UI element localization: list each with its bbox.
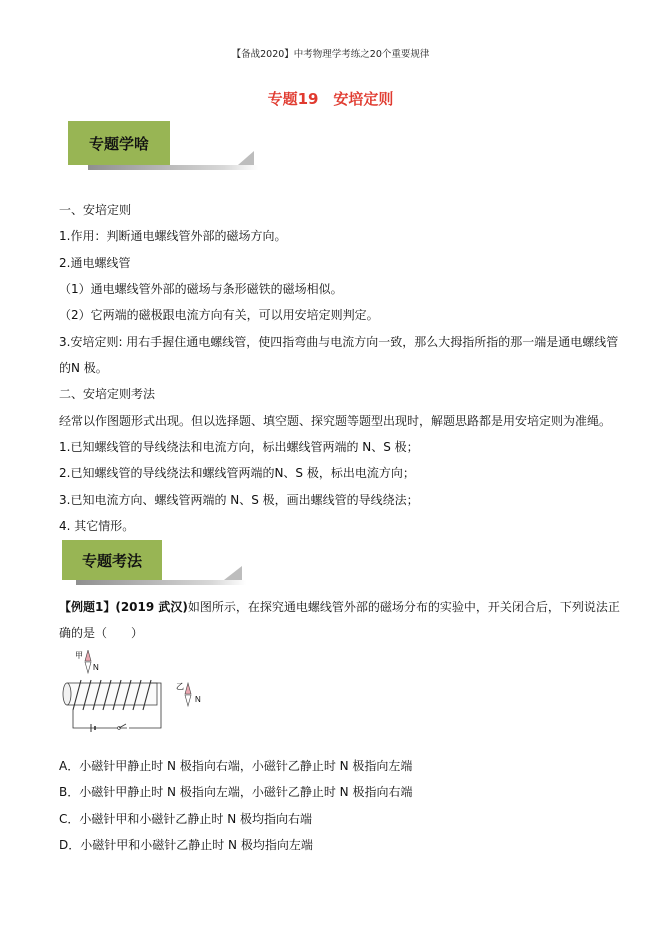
needle-b-label: 乙: [176, 682, 184, 691]
example-question: [59, 598, 620, 615]
example-text: 如图所示，在探究通电螺线管外部的磁场分布的实验中，开关闭合后，下列说法正: [187, 600, 620, 614]
solenoid-end: [63, 683, 71, 705]
needle-b-north-icon: [185, 683, 191, 694]
option-b: B．小磁针甲静止时 N 极指向左端，小磁针乙静止时 N 极指向右端: [59, 785, 413, 799]
needle-a-pole: N: [93, 663, 99, 672]
banner-label: 专题学啥: [68, 121, 170, 165]
text-line: 的N 极。: [59, 361, 108, 375]
needle-a-north-icon: [85, 650, 91, 661]
section-heading-rule: 一、安培定则: [59, 203, 132, 217]
solenoid-figure: [55, 650, 225, 745]
text-line: 3.已知电流方向、螺线管两端的 N、S 极，画出螺线管的导线绕法；: [59, 493, 419, 507]
text-line: （1）通电螺线管外部的磁场与条形磁铁的磁场相似。: [59, 282, 343, 296]
text-line: 3.安培定则: 用右手握住通电螺线管，使四指弯曲与电流方向一致，那么大拇指所指的那一端是通电螺线管: [59, 335, 619, 349]
solenoid-core: [67, 683, 157, 705]
text-line: 经常以作图题形式出现。但以选择题、填空题、探究题等题型出现时，解题思路都是用安培定则为准绳。: [59, 414, 612, 428]
example-text-cont: 确的是（ ）: [59, 626, 144, 640]
example-tag: 【例题1】(2019 武汉): [59, 600, 188, 614]
needle-b-south-icon: [185, 695, 191, 706]
text-line: 1.作用：判断通电螺线管外部的磁场方向。: [59, 229, 287, 243]
text-line: 4. 其它情形。: [59, 519, 135, 533]
text-line: （2）它两端的磁极跟电流方向有关，可以用安培定则判定。: [59, 308, 379, 322]
section-heading-methods: 二、安培定则考法: [59, 387, 156, 401]
needle-a-south-icon: [85, 662, 91, 673]
option-c: C．小磁针甲和小磁针乙静止时 N 极均指向右端: [59, 812, 312, 826]
option-a: A．小磁针甲静止时 N 极指向右端，小磁针乙静止时 N 极指向左端: [59, 759, 413, 773]
text-line: 2.通电螺线管: [59, 256, 131, 270]
wire-left: [73, 710, 127, 728]
text-line: 2.已知螺线管的导线绕法和螺线管两端的N、S 极，标出电流方向；: [59, 466, 415, 480]
needle-a-label: 甲: [75, 651, 83, 660]
option-d: D．小磁针甲和小磁针乙静止时 N 极均指向左端: [59, 838, 313, 852]
text-line: 1.已知螺线管的导线绕法和电流方向，标出螺线管两端的 N、S 极；: [59, 440, 419, 454]
needle-b-pole: N: [195, 695, 201, 704]
page-title: 专题19 安培定则: [267, 90, 394, 108]
banner-label: 专题考法: [62, 540, 162, 580]
page-header: 【备战2020】中考物理学考练之20个重要规律: [231, 49, 430, 60]
